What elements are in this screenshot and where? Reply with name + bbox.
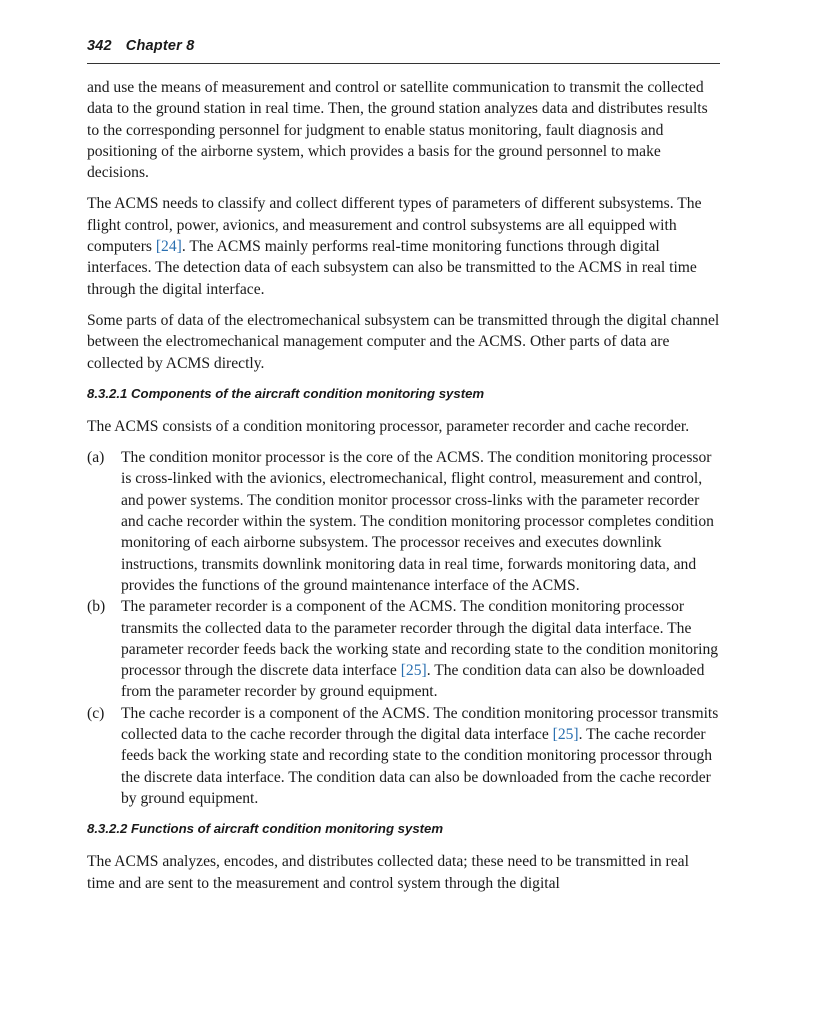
page-body xyxy=(87,77,720,904)
section-heading: 8.3.2.2 Functions of aircraft condition monitoring system xyxy=(87,821,444,837)
list-text: The cache recorder is a component of the ACMS. The condition monitoring processor transmits collected data to the cache recorder through the digital data interface [25]. The cache recorder feeds back the working state and recording state to the condition monitoring processor through the discrete data interface. The condition data can also be downloaded from the cache recorder by ground equipment. xyxy=(121,704,719,807)
citation-link[interactable]: [24] xyxy=(155,238,182,256)
list-text: The parameter recorder is a component of the ACMS. The condition monitoring processor transmits the collected data to the parameter recorder through the digital data interface. The parameter recorder feeds back the working state and recording state to the condition monitoring processor through the discrete data interface [25]. The condition data can also be downloaded from the parameter recorder by ground equipment. xyxy=(121,598,719,701)
list-label: (c) xyxy=(87,704,105,722)
list-label: (b) xyxy=(87,598,106,616)
list-item xyxy=(87,703,720,809)
component-list xyxy=(87,447,720,809)
citation-link[interactable]: [25] xyxy=(400,662,427,680)
citation-link[interactable]: [25] xyxy=(552,726,579,744)
paragraph: and use the means of measurement and control or satellite communication to transmit the collected data to the ground station in real time. Then, the ground station analyzes data and distributes results to the corresponding personnel for judgment to enable status monitoring, fault diagnosis and positioning of the airborne system, which provides a basis for the ground personnel to make decisions. xyxy=(87,79,708,182)
paragraph: The ACMS needs to classify and collect different types of parameters of different subsystems. The flight control, power, avionics, and measurement and control subsystems are all equipped with computers [24]. The ACMS mainly performs real-time monitoring functions through digital interfaces. The detection data of each subsystem can also be transmitted to the ACMS in real time through the digital interface. xyxy=(87,195,702,298)
chapter-title: Chapter 8 xyxy=(125,38,195,54)
paragraph: The ACMS consists of a condition monitoring processor, parameter recorder and cache recorder. xyxy=(87,417,690,435)
list-label: (a) xyxy=(87,449,105,467)
running-header xyxy=(87,38,720,64)
list-text: The condition monitor processor is the core of the ACMS. The condition monitoring processor is cross-linked with the avionics, electromechanical, flight control, measurement and control, and power systems. The condition monitor processor cross-links with the parameter recorder and cache recorder within the system. The condition monitoring processor completes condition monitoring of each airborne subsystem. The processor receives and executes downlink instructions, transmits downlink monitoring data in real time, forwards monitoring data, and provides the functions of the ground maintenance interface of the ACMS. xyxy=(121,449,714,594)
section-heading: 8.3.2.1 Components of the aircraft condition monitoring system xyxy=(87,385,485,401)
list-item xyxy=(87,596,720,702)
paragraph: The ACMS analyzes, encodes, and distributes collected data; these need to be transmitted in real time and are sent to the measurement and control system through the digital xyxy=(87,853,689,892)
paragraph: Some parts of data of the electromechanical subsystem can be transmitted through the digital channel between the electromechanical management computer and the ACMS. Other parts of data are collected by ACMS directly. xyxy=(87,311,720,372)
page-number: 342 xyxy=(87,38,112,54)
list-item xyxy=(87,447,720,596)
